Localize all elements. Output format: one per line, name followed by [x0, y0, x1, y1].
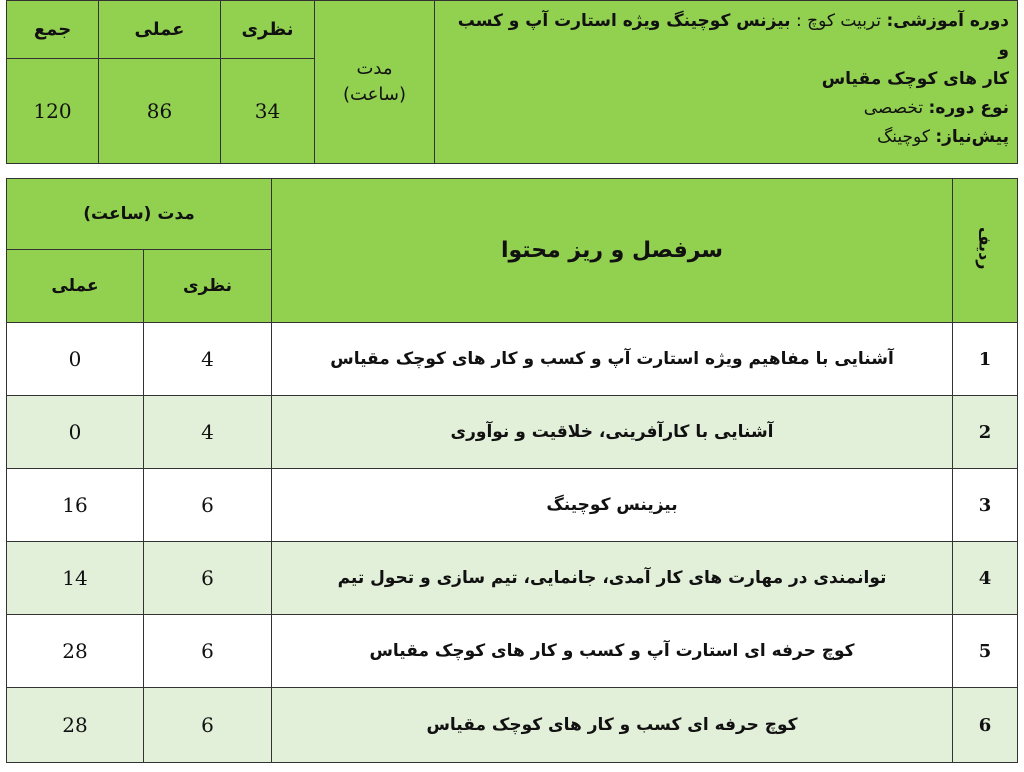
- practical-cell: 16: [7, 469, 144, 542]
- theory-cell: 6: [144, 688, 272, 763]
- theory-cell: 4: [144, 396, 272, 469]
- duration-label: مدت (ساعت): [315, 1, 435, 164]
- course-summary-table: [6, 0, 1018, 164]
- theory-cell: 6: [144, 542, 272, 615]
- content-header: سرفصل و ریز محتوا: [272, 179, 953, 323]
- topic-cell: بیزینس کوچینگ: [272, 469, 953, 542]
- practical-header: عملی: [99, 1, 221, 59]
- theory-value: 34: [221, 59, 315, 164]
- topic-cell: آشنایی با مفاهیم ویژه استارت آپ و کسب و کار های کوچک مقیاس: [272, 323, 953, 396]
- practical-cell: 0: [7, 396, 144, 469]
- practical-cell: 28: [7, 688, 144, 763]
- practical-value: 86: [99, 59, 221, 164]
- practical-col-header: عملی: [7, 250, 144, 323]
- total-header: جمع: [7, 1, 99, 59]
- topic-cell: آشنایی با کارآفرینی، خلاقیت و نوآوری: [272, 396, 953, 469]
- index-cell: 5: [953, 615, 1018, 688]
- table-row: [7, 542, 1018, 615]
- course-info: [435, 1, 1018, 164]
- table-row: [7, 469, 1018, 542]
- total-value: 120: [7, 59, 99, 164]
- topic-cell: کوچ حرفه ای کسب و کار های کوچک مقیاس: [272, 688, 953, 763]
- theory-cell: 6: [144, 615, 272, 688]
- row-header: ردیف: [953, 179, 1018, 323]
- topic-cell: کوچ حرفه ای استارت آپ و کسب و کار های کوچک مقیاس: [272, 615, 953, 688]
- course-line-2: کار های کوچک مقیاس: [821, 69, 1009, 89]
- theory-cell: 4: [144, 323, 272, 396]
- practical-cell: 28: [7, 615, 144, 688]
- index-cell: 4: [953, 542, 1018, 615]
- practical-cell: 14: [7, 542, 144, 615]
- table-row: [7, 396, 1018, 469]
- prereq-line: پیش‌نیاز: کوچینگ: [877, 127, 1009, 147]
- index-cell: 3: [953, 469, 1018, 542]
- table-row: [7, 688, 1018, 763]
- index-cell: 6: [953, 688, 1018, 763]
- practical-cell: 0: [7, 323, 144, 396]
- index-cell: 2: [953, 396, 1018, 469]
- syllabus-table: [6, 178, 1018, 763]
- course-line: دوره آموزشی: تربیت کوچ : بیزنس کوچینگ ویژه استارت آپ و کسب و: [457, 11, 1009, 60]
- duration-header: مدت (ساعت): [7, 179, 272, 250]
- topic-cell: توانمندی در مهارت های کار آمدی، جانمایی، تیم سازی و تحول تیم: [272, 542, 953, 615]
- index-cell: 1: [953, 323, 1018, 396]
- theory-header: نظری: [221, 1, 315, 59]
- type-line: نوع دوره: تخصصی: [863, 98, 1009, 118]
- theory-col-header: نظری: [144, 250, 272, 323]
- table-row: [7, 323, 1018, 396]
- theory-cell: 6: [144, 469, 272, 542]
- table-row: [7, 615, 1018, 688]
